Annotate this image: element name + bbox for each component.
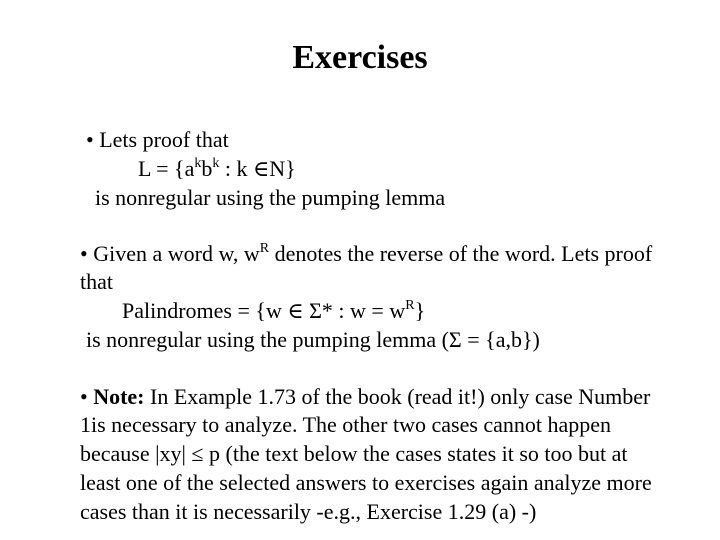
exercise2-conclusion: is nonregular using the pumping lemma (Σ = {a,b}) [86,327,540,352]
note-line-3: because |xy| ≤ p (the text below the cases states it so too but at [80,441,628,466]
superscript-r: R [259,240,270,256]
exercise2-intro-wrap: that [80,269,113,294]
note-line-2: 1is necessary to analyze. The other two cases cannot happen [80,412,612,437]
slide-title: Exercises [292,39,428,76]
bullet: • [86,127,94,152]
exercise1-intro-text: Lets proof that [99,127,229,152]
note-text: In Example 1.73 of the book (read it!) only case Number [144,384,651,409]
note-line-5: cases than it is necessarily -e.g., Exercise 1.29 (a) -) [80,499,537,524]
exercise2-intro-part1: Given a word w, w [93,241,260,266]
exercise2-intro-line [80,240,652,268]
pal-prefix: Palindromes = {w ∈ Σ* : w = w [122,298,406,323]
exercise1-language-definition [138,155,296,183]
lang-prefix: L = {a [138,156,195,181]
bullet: • [80,241,88,266]
note-label: Note: [93,384,145,409]
superscript-k: k [212,155,220,171]
lang-suffix: : k ∈N} [219,156,296,181]
pal-suffix: } [414,298,426,323]
note-line-4: least one of the selected answers to exercises again analyze more [80,470,652,495]
bullet: • [80,384,88,409]
note-line-1 [80,383,650,411]
superscript-k: k [194,155,202,171]
exercise1-conclusion: is nonregular using the pumping lemma [95,185,446,210]
exercise2-palindromes-definition [122,297,425,325]
exercise1-intro-line [86,126,229,154]
exercise2-intro-part2: denotes the reverse of the word. Lets proof [269,241,653,266]
superscript-r: R [405,297,415,313]
lang-b: b [201,156,213,181]
